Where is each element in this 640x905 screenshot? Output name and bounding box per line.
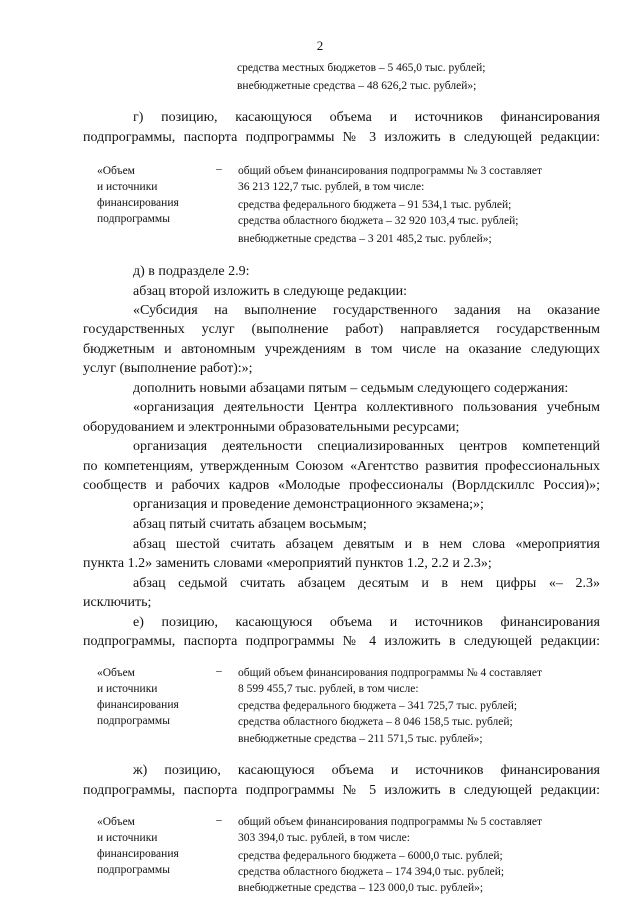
- item-d-line-12: сообществ и рабочих кадров «Молодые профессионалы (Ворлдскиллс Россия)»;: [83, 478, 600, 493]
- table4-left-cell: [97, 665, 179, 729]
- table3-right-line: средства областного бюджета – 32 920 103,4 тыс. рублей;: [238, 215, 519, 227]
- table3-right-line: внебюджетные средства – 3 201 485,2 тыс. рублей»;: [238, 233, 492, 245]
- item-d-line-8: «организация деятельности Центра коллективного пользования учебным: [133, 400, 600, 415]
- item-d-line-11: по компетенциям, утвержденным Союзом «Агентство развития профессиональных: [83, 459, 600, 474]
- table5-left-line: подпрограммы: [97, 864, 170, 876]
- table5-left-line: и источники: [97, 832, 158, 844]
- item-d-line-2: абзац второй изложить в следующе редакции:: [133, 284, 408, 299]
- table3-left-cell: [97, 163, 179, 227]
- item-zh-line-1: ж) позицию, касающуюся объема и источников финансирования: [133, 763, 600, 778]
- table4-left-line: «Объем: [97, 667, 135, 679]
- table4-right-line: средства федерального бюджета – 341 725,7 тыс. рублей;: [238, 700, 518, 712]
- item-g-line-1: г) позицию, касающуюся объема и источников финансирования: [133, 110, 600, 125]
- item-d-line-14: абзац пятый считать абзацем восьмым;: [133, 517, 367, 532]
- table5-right-line: внебюджетные средства – 123 000,0 тыс. рублей»;: [238, 882, 484, 894]
- table4-right-line: средства областного бюджета – 8 046 158,5 тыс. рублей;: [238, 716, 513, 728]
- item-d-line-10: организация деятельности специализированных центров компетенций: [133, 439, 600, 454]
- item-d-line-5: бюджетным и автономным учреждениям в том числе на оказание следующих: [83, 342, 600, 357]
- table3-right-line: 36 213 122,7 тыс. рублей, в том числе:: [238, 181, 425, 193]
- table5-right-line: средства федерального бюджета – 6000,0 тыс. рублей;: [238, 850, 503, 862]
- table5-right-line: общий объем финансирования подпрограммы № 5 составляет: [238, 816, 543, 828]
- item-d-line-6: услуг (выполнение работ):»;: [83, 361, 253, 376]
- table3-left-line: подпрограммы: [97, 213, 170, 225]
- table4-dash: –: [216, 665, 222, 677]
- table3-left-line: «Объем: [97, 165, 135, 177]
- table5-left-cell: [97, 814, 179, 878]
- table5-dash: –: [216, 814, 222, 826]
- table4-right-line: внебюджетные средства – 211 571,5 тыс. рублей»;: [238, 733, 483, 745]
- table3-right-line: общий объем финансирования подпрограммы № 3 составляет: [238, 165, 543, 177]
- table4-right-line: общий объем финансирования подпрограммы № 4 составляет: [238, 667, 543, 679]
- table4-left-line: и источники: [97, 683, 158, 695]
- table5-right-line: 303 394,0 тыс. рублей, в том числе:: [238, 832, 410, 844]
- table5-right-line: средства областного бюджета – 174 394,0 тыс. рублей;: [238, 866, 505, 878]
- table3-left-line: финансирования: [97, 197, 179, 209]
- table4-left-line: финансирования: [97, 699, 179, 711]
- table3-left-line: и источники: [97, 181, 158, 193]
- item-d-line-17: абзац седьмой считать абзацем десятым и в нем цифры «– 2.3»: [133, 576, 600, 591]
- item-g-line-2: подпрограммы, паспорта подпрограммы № 3 изложить в следующей редакции:: [83, 130, 600, 145]
- top-line-1: средства местных бюджетов – 5 465,0 тыс. рублей;: [237, 62, 486, 74]
- table5-left-line: «Объем: [97, 816, 135, 828]
- page-number: 2: [316, 38, 324, 53]
- item-d-line-4: государственных услуг (выполнение работ) направляется государственным: [83, 322, 600, 337]
- item-d-line-15: абзац шестой считать абзацем девятым и в нем слова «мероприятия: [133, 537, 600, 552]
- item-e-line-2: подпрограммы, паспорта подпрограммы № 4 изложить в следующей редакции:: [83, 634, 600, 649]
- item-d-line-9: оборудованием и электронными образовательными ресурсами;: [83, 420, 460, 435]
- table4-right-line: 8 599 455,7 тыс. рублей, в том числе:: [238, 683, 419, 695]
- item-d-line-18: исключить;: [83, 595, 152, 610]
- item-d-line-16: пункта 1.2» заменить словами «мероприятий пунктов 1.2, 2.2 и 2.3»;: [83, 556, 492, 571]
- item-e-line-1: е) позицию, касающуюся объема и источников финансирования: [133, 615, 600, 630]
- table4-left-line: подпрограммы: [97, 715, 170, 727]
- table5-left-line: финансирования: [97, 848, 179, 860]
- top-line-2: внебюджетные средства – 48 626,2 тыс. рублей»;: [237, 80, 477, 92]
- item-d-line-3: «Субсидия на выполнение государственного задания на оказание: [133, 303, 600, 318]
- table3-dash: –: [216, 163, 222, 175]
- item-d-line-13: организация и проведение демонстрационного экзамена;»;: [133, 497, 484, 512]
- item-zh-line-2: подпрограммы, паспорта подпрограммы № 5 изложить в следующей редакции:: [83, 783, 600, 798]
- item-d-line-1: д) в подразделе 2.9:: [133, 264, 250, 279]
- table3-right-line: средства федерального бюджета – 91 534,1 тыс. рублей;: [238, 199, 512, 211]
- item-d-line-7: дополнить новыми абзацами пятым – седьмым следующего содержания:: [133, 381, 569, 396]
